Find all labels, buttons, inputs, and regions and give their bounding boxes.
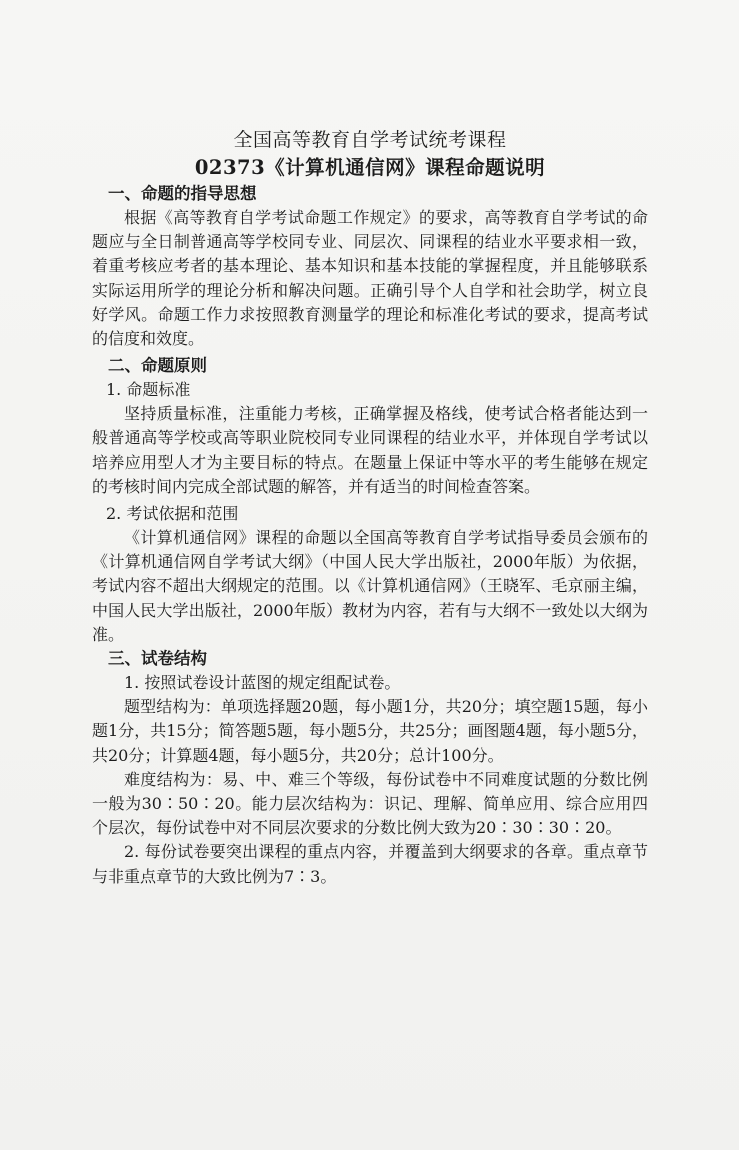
paragraph-standard: 坚持质量标准，注重能力考核，正确掌握及格线，使考试合格者能达到一般普通高等学校或高等职业院校同专业同课程的结业水平，并体现自学考试以培养应用型人才为主要目标的特点。在题量上保证中等水平的考生能够在规定的考核时间内完成全部试题的解答，并有适当的时间检查答案。 <box>92 404 648 496</box>
paragraph-guiding-ideology: 根据《高等教育自学考试命题工作规定》的要求，高等教育自学考试的命题应与全日制普通高等学校同专业、同层次、同课程的结业水平要求相一致，着重考核应考者的基本理论、基本知识和基本技能的掌握程度，并且能够联系实际运用所学的理论分析和解决问题。正确引导个人自学和社会助学，树立良好学风。命题工作力求按照教育测量学的理论和标准化考试的要求，提高考试的信度和效度。 <box>92 208 648 349</box>
document-title-line2: 02373《计算机通信网》课程命题说明 <box>194 156 546 179</box>
paragraph-key-content: 2. 每份试卷要突出课程的重点内容，并覆盖到大纲要求的各章。重点章节与非重点章节的大致比例为7∶3。 <box>92 842 648 886</box>
section-heading-structure: 三、试卷结构 <box>108 649 207 669</box>
subheading-basis-scope: 2. 考试依据和范围 <box>106 504 239 524</box>
document-title-line1: 全国高等教育自学考试统考课程 <box>233 129 507 151</box>
section-heading-guiding-ideology: 一、命题的指导思想 <box>108 184 257 203</box>
section-heading-principles: 二、命题原则 <box>108 356 207 376</box>
paragraph-question-types: 题型结构为：单项选择题20题，每小题1分，共20分；填空题15题，每小题1分，共15分；简答题5题，每小题5分，共25分；画图题4题，每小题5分，共20分；计算题4题，每小题5分，共20分；总计100分。 <box>92 697 648 765</box>
paragraph-difficulty: 难度结构为：易、中、难三个等级，每份试卷中不同难度试题的分数比例一般为30∶50∶20。能力层次结构为：识记、理解、简单应用、综合应用四个层次，每份试卷中对不同层次要求的分数比例大致为20∶30∶30∶20。 <box>92 769 648 838</box>
subheading-standard: 1. 命题标准 <box>106 380 191 400</box>
document-body <box>92 126 648 889</box>
paragraph-basis-scope: 《计算机通信网》课程的命题以全国高等教育自学考试指导委员会颁布的《计算机通信网自学考试大纲》（中国人民大学出版社，2000年版）为依据，考试内容不超出大纲规定的范围。以《计算机通信网》（王晓军、毛京丽主编，中国人民大学出版社，2000年版）教材为内容，若有与大纲不一致处以大纲为准。 <box>92 528 648 644</box>
paragraph-structure-blueprint: 1. 按照试卷设计蓝图的规定组配试卷。 <box>124 673 401 693</box>
